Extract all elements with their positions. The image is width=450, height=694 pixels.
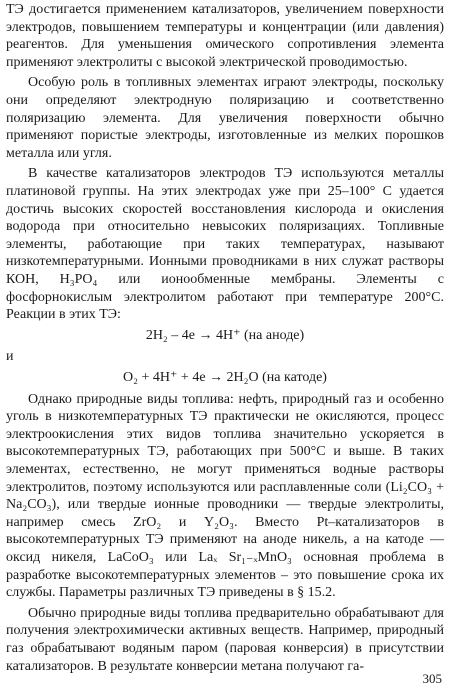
book-page bbox=[0, 1, 450, 694]
paragraph-2: Особую роль в топливных элементах играют электроды, поскольку они определяют электродную поляризацию и соответственно поляризацию элемента. Для увеличения поверхности обычно применяют пористые электроды, изготовленные из мелких порошков металла или угля. bbox=[6, 75, 444, 161]
equation-cathode: O₂ + 4H⁺ + 4e → 2H₂O (на катоде) bbox=[123, 369, 327, 385]
equation-anode: 2H₂ – 4e → 4H⁺ (на аноде) bbox=[145, 327, 305, 343]
page-number: 305 bbox=[422, 671, 442, 686]
conjunction-and: и bbox=[6, 348, 14, 364]
paragraph-5: Обычно природные виды топлива предварительно обрабатывают для получения электрохимически активных веществ. Например, природный газ обрабатывают водяным паром (паровая конверсия) в присутствии катализаторов. В результате конверсии метана получают га- bbox=[6, 605, 444, 674]
paragraph-3: В качестве катализаторов электродов ТЭ используются металлы платиновой группы. На этих электродах уже при 25–100° С удается достичь высоких скоростей восстановления кислорода и окисления водорода при относительно невысоких поляризациях. Топливные элементы, работающие при таких температурах, называют низкотемпературными. Ионными проводниками в них служат растворы КОН, H₃PO₄ или ионообменные мембраны. Элементы с фосфорнокислым электролитом работают при температуре 200°С. Реакции в этих ТЭ: bbox=[6, 166, 444, 323]
paragraph-1: ТЭ достигается применением катализаторов, увеличением поверхности электродов, повышением температуры и концентрации (или давления) реагентов. Для уменьшения омического сопротивления элемента применяют электролиты с высокой электрической проводимостью. bbox=[6, 2, 444, 70]
paragraph-4: Однако природные виды топлива: нефть, природный газ и особенно уголь в низкотемпературных ТЭ практически не окисляются, процесс электроокисления этих видов топлива значительно ускоряется в высокотемпературных ТЭ, работающих при 500°С и выше. В таких элементах, естественно, не могут применяться водные растворы электролитов, поэтому используются или расплавленные соли (Li₂CO₃ + Na₂CO₃), или твердые ионные проводники — твердые электролиты, например смесь ZrO₂ и Y₂O₃. Вместо Pt–катализаторов в высокотемпературных ТЭ применяют на аноде никель, а на катоде — оксид никеля, LaCoO₃ или Laₓ Sr₁₋ₓMnO₃ основная проблема в разработке высокотемпературных элементов – это повышение срока их службы. Параметры различных ТЭ приведены в § 15.2. bbox=[6, 391, 444, 601]
